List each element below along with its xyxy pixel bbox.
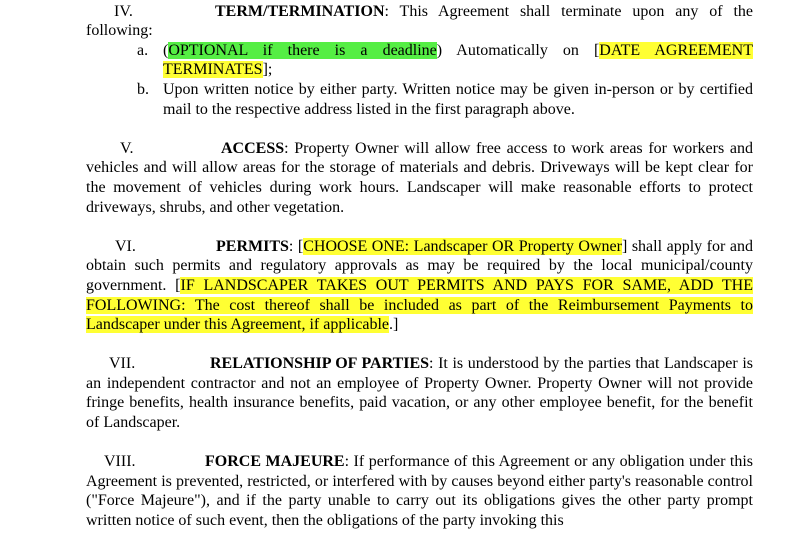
section-numeral: VI. [115, 237, 136, 255]
conditional-clause-highlight: IF LANDSCAPER TAKES OUT PERMITS AND PAYS FOR SAME, ADD THE FOLLOWING: The cost thereof shall be included as part of the Reimbursement Payments to Landscaper under this Agreement, if applicable [86, 276, 754, 334]
list-item-b: b. Upon written notice by either party. Written notice may be given in-person or by certified mail to the respective address listed in the first paragraph above. [137, 80, 753, 118]
section-heading: FORCE MAJEURE [205, 453, 345, 471]
date-placeholder-highlight: DATE AGREEMENT TERMINATES [163, 41, 754, 79]
section-text: : If performance of this Agreement or any obligation under this Agreement is prevented, restricted, or interfered with by causes beyond either party's reasonable control ("Force Majeure"), and if the party unable to carry out its obligations gives the other party prompt written notice of such event, then the obligations of the party invoking this [86, 453, 754, 530]
termination-list [86, 41, 753, 119]
section-relationship-of-parties [86, 354, 753, 432]
section-heading: ACCESS [221, 139, 285, 157]
section-access [86, 139, 753, 217]
section-text: : Property Owner will allow free access to work areas for workers and vehicles and will allow areas for the storage of materials and debris. Driveways will be kept clear for the movement of vehicles during work hours. Landscaper will make reasonable efforts to protect driveways, shrubs, and other vegetation. [86, 139, 753, 216]
list-item-a: a. (OPTIONAL if there is a deadline) Automatically on [DATE AGREEMENT TERMINATES]; [137, 41, 754, 79]
choose-one-highlight: CHOOSE ONE: Landscaper OR Property Owner [303, 237, 622, 255]
section-permits: VI. PERMITS: [CHOOSE ONE: Landscaper OR Property Owner] shall apply for and obtain such permits and regulatory approvals as may be required by the local municipal/county government. [IF LANDSCAPER TAKES OUT PERMITS AND PAYS FOR SAME, ADD THE FOLLOWING: The cost thereof shall be included as part of the Reimbursement Payments to Landscaper under this Agreement, if applicable.] [86, 237, 754, 334]
optional-placeholder-highlight: OPTIONAL if there is a deadline [168, 41, 437, 59]
section-term-termination [86, 2, 753, 120]
section-numeral: V. [120, 139, 134, 157]
section-heading: RELATIONSHIP OF PARTIES [210, 355, 430, 373]
section-heading: PERMITS [216, 237, 289, 255]
section-numeral: VIII. [104, 453, 136, 471]
section-text: : This Agreement shall terminate upon any of the following: [86, 2, 753, 40]
list-marker: b. [137, 80, 149, 98]
section-numeral: VII. [109, 355, 136, 373]
section-heading: TERM/TERMINATION [215, 2, 385, 20]
section-numeral: IV. [114, 2, 133, 20]
section-force-majeure [86, 452, 753, 530]
section-text: : It is understood by the parties that Landscaper is an independent contractor and not an employee of Property Owner. Property Owner will not provide fringe benefits, health insurance benefits, paid vacation, or any other employee benefit, for the benefit of Landscaper. [86, 355, 753, 432]
list-marker: a. [137, 41, 149, 59]
document-page [86, 0, 753, 531]
